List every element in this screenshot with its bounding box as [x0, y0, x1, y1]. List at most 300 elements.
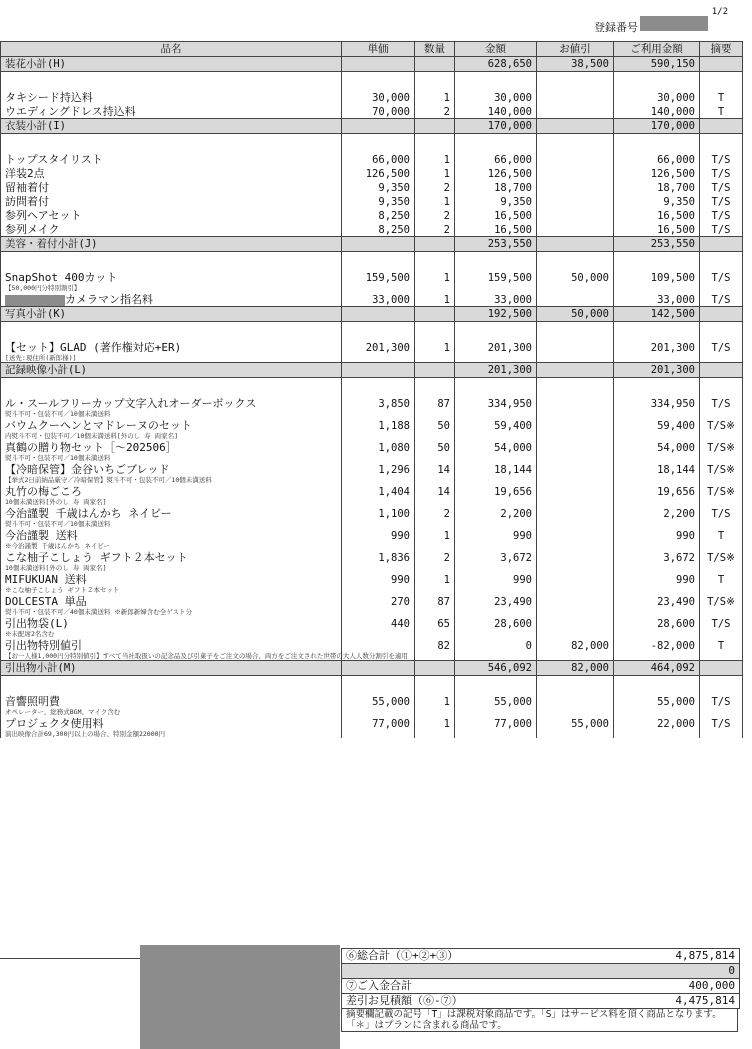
item-qty: 50	[415, 418, 455, 440]
item-remark: T/S	[700, 180, 743, 194]
item-name-cell	[1, 152, 342, 166]
item-total: 18,144	[614, 462, 700, 484]
spacer-cell	[700, 322, 743, 341]
subtotal-name: 装花小計(H)	[1, 57, 342, 72]
item-total: 990	[614, 572, 700, 594]
subtotal-qty	[415, 661, 455, 676]
item-price: 30,000	[342, 90, 415, 104]
item-name-cell	[1, 616, 342, 638]
grand-total-label: ⑥総合計（①+②+③）	[346, 949, 459, 962]
item-price: 70,000	[342, 104, 415, 119]
item-remark: T/S	[700, 694, 743, 716]
item-price: 9,350	[342, 180, 415, 194]
table-row	[1, 572, 743, 594]
item-qty: 1	[415, 152, 455, 166]
item-note: 内熨斗不可・包装不可／10個未満送料[外のし 寿 両家名]	[5, 432, 178, 440]
item-qty: 2	[415, 208, 455, 222]
table-row	[1, 292, 743, 307]
diff-total-row	[341, 993, 740, 1009]
item-remark: T/S※	[700, 550, 743, 572]
item-name: 引出物袋(L)	[5, 617, 69, 630]
item-amount: 16,500	[455, 222, 537, 237]
item-discount	[537, 90, 614, 104]
subtotal-qty	[415, 307, 455, 322]
spacer-cell	[455, 252, 537, 271]
item-discount	[537, 694, 614, 716]
item-discount	[537, 528, 614, 550]
item-note: 【50,000円分特別割引】	[5, 284, 81, 292]
item-name-cell	[1, 194, 342, 208]
item-total: 18,700	[614, 180, 700, 194]
item-name-cell	[1, 90, 342, 104]
item-total: -82,000	[614, 638, 700, 661]
table-row	[1, 462, 743, 484]
spacer-cell	[614, 322, 700, 341]
spacer-cell	[537, 676, 614, 695]
spacer-cell	[700, 252, 743, 271]
redacted-name	[5, 295, 65, 306]
item-note: オペレーター、総務式BGM、マイク含む	[5, 708, 121, 716]
item-name: カメラマン指名料	[65, 293, 153, 306]
item-qty: 1	[415, 90, 455, 104]
item-qty: 1	[415, 716, 455, 738]
blank-total-value: 0	[728, 964, 735, 977]
header-amount: 金額	[455, 42, 537, 57]
item-amount: 55,000	[455, 694, 537, 716]
table-row	[1, 180, 743, 194]
item-remark: T/S	[700, 194, 743, 208]
item-name: 真鶴の贈り物セット［～202506］	[5, 441, 177, 454]
item-total: 22,000	[614, 716, 700, 738]
item-amount: 59,400	[455, 418, 537, 440]
item-name-cell	[1, 716, 342, 738]
subtotal-name: 写真小計(K)	[1, 307, 342, 322]
item-remark: T	[700, 572, 743, 594]
item-remark: T/S	[700, 616, 743, 638]
spacer-row	[1, 322, 743, 341]
item-qty: 1	[415, 292, 455, 307]
item-qty: 1	[415, 572, 455, 594]
subtotal-discount: 82,000	[537, 661, 614, 676]
subtotal-amount: 170,000	[455, 119, 537, 134]
item-price: 1,100	[342, 506, 415, 528]
item-name: 今治謹製 千歳はんかち ネイビー	[5, 507, 172, 520]
item-note: 熨斗不可・包装不可／10個未満送料	[5, 520, 111, 528]
diff-label: 差引お見積額（⑥-⑦）	[346, 994, 463, 1007]
item-total: 109,500	[614, 270, 700, 292]
subtotal-amount: 201,300	[455, 363, 537, 378]
spacer-cell	[455, 676, 537, 695]
spacer-cell	[342, 252, 415, 271]
subtotal-remark	[700, 119, 743, 134]
subtotal-total: 142,500	[614, 307, 700, 322]
item-total: 59,400	[614, 418, 700, 440]
spacer-cell	[614, 72, 700, 91]
item-qty: 82	[415, 638, 455, 661]
spacer-cell	[700, 676, 743, 695]
item-remark: T/S※	[700, 594, 743, 616]
item-price: 126,500	[342, 166, 415, 180]
grand-total-value: 4,875,814	[675, 949, 735, 962]
item-discount	[537, 396, 614, 418]
item-total: 3,672	[614, 550, 700, 572]
item-qty: 1	[415, 270, 455, 292]
item-amount: 28,600	[455, 616, 537, 638]
item-price: 1,188	[342, 418, 415, 440]
item-amount: 18,700	[455, 180, 537, 194]
item-discount: 55,000	[537, 716, 614, 738]
item-discount	[537, 550, 614, 572]
header-remark: 摘要	[700, 42, 743, 57]
subtotal-total: 590,150	[614, 57, 700, 72]
subtotal-row	[1, 237, 743, 252]
spacer-cell	[415, 72, 455, 91]
spacer-cell	[614, 252, 700, 271]
spacer-cell	[342, 378, 415, 397]
subtotal-row	[1, 119, 743, 134]
item-discount	[537, 180, 614, 194]
item-remark: T	[700, 104, 743, 119]
item-discount	[537, 194, 614, 208]
subtotal-price	[342, 57, 415, 72]
item-name: SnapShot 400カット	[5, 271, 118, 284]
item-note: 【お一人様1,000円分特別値引】すべて当社取扱いの記念品及び引菓子をご注文の場合、両方をご注文された世帯の大人人数分割引を適用	[5, 652, 408, 660]
item-remark: T/S	[700, 506, 743, 528]
subtotal-discount: 38,500	[537, 57, 614, 72]
registration-number-redacted	[640, 16, 708, 31]
item-remark: T/S	[700, 716, 743, 738]
item-total: 990	[614, 528, 700, 550]
item-name-cell	[1, 550, 342, 572]
item-amount: 33,000	[455, 292, 537, 307]
item-amount: 140,000	[455, 104, 537, 119]
spacer-cell	[537, 72, 614, 91]
blank-total-row	[341, 963, 740, 979]
item-amount: 201,300	[455, 340, 537, 363]
item-name: バウムクーヘンとマドレーヌのセット	[5, 419, 192, 432]
item-name: トップスタイリスト	[5, 153, 103, 166]
item-total: 30,000	[614, 90, 700, 104]
table-row	[1, 222, 743, 237]
spacer-cell	[342, 72, 415, 91]
spacer-cell	[342, 322, 415, 341]
item-name: 引出物特別値引	[5, 639, 82, 652]
registration-label: 登録番号	[594, 21, 638, 34]
item-note: 10個未満送料[外のし 寿 両家名]	[5, 564, 107, 572]
item-note: 熨斗不可・包装不可／40個未満送料 ※新郎新婦含む全ゲスト分	[5, 608, 192, 616]
item-name: ウエディングドレス持込料	[5, 105, 136, 118]
header-item: 品名	[1, 42, 342, 57]
table-row	[1, 418, 743, 440]
subtotal-row	[1, 661, 743, 676]
table-row	[1, 594, 743, 616]
spacer-cell	[1, 676, 342, 695]
spacer-cell	[537, 378, 614, 397]
item-name: 留袖着付	[5, 181, 49, 194]
item-name-cell	[1, 166, 342, 180]
item-price: 201,300	[342, 340, 415, 363]
table-header	[1, 42, 743, 57]
item-price: 270	[342, 594, 415, 616]
spacer-cell	[700, 72, 743, 91]
spacer-row	[1, 134, 743, 153]
item-amount: 54,000	[455, 440, 537, 462]
table-row	[1, 716, 743, 738]
item-price: 55,000	[342, 694, 415, 716]
item-amount: 19,656	[455, 484, 537, 506]
item-amount: 18,144	[455, 462, 537, 484]
item-remark: T/S※	[700, 484, 743, 506]
table-row	[1, 396, 743, 418]
item-remark: T/S	[700, 340, 743, 363]
item-remark: T/S	[700, 152, 743, 166]
item-remark: T/S	[700, 270, 743, 292]
spacer-cell	[455, 322, 537, 341]
paid-total-row	[341, 978, 740, 994]
item-total: 201,300	[614, 340, 700, 363]
subtotal-qty	[415, 237, 455, 252]
item-total: 28,600	[614, 616, 700, 638]
item-name-cell	[1, 506, 342, 528]
item-name: ル・スールフリーカップ文字入れオーダーボックス	[5, 397, 257, 410]
item-remark: T/S	[700, 222, 743, 237]
item-total: 55,000	[614, 694, 700, 716]
table-row	[1, 484, 743, 506]
table-row	[1, 104, 743, 119]
item-amount: 66,000	[455, 152, 537, 166]
item-amount: 77,000	[455, 716, 537, 738]
subtotal-price	[342, 363, 415, 378]
item-name-cell	[1, 638, 408, 661]
item-name: MIFUKUAN 送料	[5, 573, 87, 586]
item-total: 19,656	[614, 484, 700, 506]
item-remark: T	[700, 638, 743, 661]
item-amount: 9,350	[455, 194, 537, 208]
subtotal-total: 201,300	[614, 363, 700, 378]
item-qty: 1	[415, 166, 455, 180]
item-qty: 2	[415, 550, 455, 572]
item-qty: 1	[415, 528, 455, 550]
subtotal-amount: 253,550	[455, 237, 537, 252]
item-name: 参列ヘアセット	[5, 209, 82, 222]
item-qty: 2	[415, 180, 455, 194]
item-discount	[537, 484, 614, 506]
item-name-cell	[1, 694, 342, 716]
item-qty: 1	[415, 194, 455, 208]
item-remark: T/S※	[700, 418, 743, 440]
paid-value: 400,000	[688, 979, 735, 992]
item-name: 洋装2点	[5, 167, 45, 180]
item-note: 熨斗不可・包装不可／10個未満送料	[5, 410, 111, 418]
table-row	[1, 208, 743, 222]
subtotal-qty	[415, 119, 455, 134]
item-discount	[537, 572, 614, 594]
item-price: 990	[342, 528, 415, 550]
subtotal-amount: 192,500	[455, 307, 537, 322]
item-remark: T	[700, 90, 743, 104]
subtotal-discount: 50,000	[537, 307, 614, 322]
item-price: 159,500	[342, 270, 415, 292]
item-qty: 1	[415, 340, 455, 363]
spacer-cell	[1, 378, 342, 397]
item-qty: 14	[415, 484, 455, 506]
estimate-table	[0, 41, 743, 738]
paid-label: ⑦ご入金合計	[346, 979, 412, 992]
item-amount: 990	[455, 572, 537, 594]
item-note: 熨斗不可・包装不可／10個未満送料	[5, 454, 111, 462]
item-name: 参列メイク	[5, 223, 60, 236]
subtotal-row	[1, 307, 743, 322]
item-discount	[537, 152, 614, 166]
spacer-cell	[1, 72, 342, 91]
item-remark: T/S	[700, 166, 743, 180]
item-amount: 3,672	[455, 550, 537, 572]
item-total: 2,200	[614, 506, 700, 528]
table-row	[1, 616, 743, 638]
item-price: 8,250	[342, 208, 415, 222]
spacer-cell	[455, 378, 537, 397]
item-amount: 334,950	[455, 396, 537, 418]
subtotal-remark	[700, 363, 743, 378]
table-row	[1, 194, 743, 208]
item-name: DOLCESTA 単品	[5, 595, 87, 608]
spacer-cell	[415, 322, 455, 341]
item-discount	[537, 462, 614, 484]
item-discount	[537, 292, 614, 307]
spacer-cell	[1, 134, 342, 153]
subtotal-qty	[415, 363, 455, 378]
stamp-area-redacted	[140, 945, 340, 1049]
item-qty: 1	[415, 694, 455, 716]
subtotal-row	[1, 57, 743, 72]
spacer-row	[1, 676, 743, 695]
item-price: 1,836	[342, 550, 415, 572]
item-note: 【挙式2日前納品厳守／冷暗保管】熨斗不可・包装不可／10個未満送料	[5, 476, 212, 484]
subtotal-price	[342, 307, 415, 322]
item-name: 今治謹製 送料	[5, 529, 78, 542]
item-total: 54,000	[614, 440, 700, 462]
subtotal-remark	[700, 661, 743, 676]
item-total: 334,950	[614, 396, 700, 418]
subtotal-name: 記録映像小計(L)	[1, 363, 342, 378]
diff-value: 4,475,814	[675, 994, 735, 1007]
item-name-cell	[1, 462, 342, 484]
item-name-cell	[1, 418, 342, 440]
spacer-row	[1, 378, 743, 397]
item-discount	[537, 340, 614, 363]
subtotal-total: 170,000	[614, 119, 700, 134]
item-name-cell	[1, 208, 342, 222]
item-name: 【冷暗保管】金谷いちごブレッド	[5, 463, 170, 476]
spacer-cell	[1, 252, 342, 271]
subtotal-amount: 628,650	[455, 57, 537, 72]
item-name: タキシード持込料	[5, 91, 93, 104]
item-discount	[537, 616, 614, 638]
item-name: こな柚子こしょう ギフト２本セット	[5, 551, 188, 564]
item-remark: T/S	[700, 396, 743, 418]
item-discount	[537, 506, 614, 528]
item-name-cell	[1, 104, 342, 119]
item-price: 1,080	[342, 440, 415, 462]
spacer-cell	[700, 378, 743, 397]
item-discount	[537, 104, 614, 119]
item-name-cell	[1, 594, 342, 616]
item-amount: 23,490	[455, 594, 537, 616]
spacer-cell	[342, 676, 415, 695]
item-note: ※こな柚子こしょう ギフト２本セット	[5, 586, 120, 594]
item-total: 140,000	[614, 104, 700, 119]
spacer-row	[1, 252, 743, 271]
table-row	[1, 638, 743, 661]
item-name-cell	[1, 340, 342, 363]
spacer-cell	[1, 322, 342, 341]
item-remark: T/S※	[700, 440, 743, 462]
item-discount	[537, 208, 614, 222]
spacer-cell	[537, 252, 614, 271]
item-qty: 87	[415, 594, 455, 616]
item-total: 66,000	[614, 152, 700, 166]
item-name-cell	[1, 440, 342, 462]
item-discount	[537, 440, 614, 462]
subtotal-discount	[537, 119, 614, 134]
item-discount	[537, 594, 614, 616]
spacer-cell	[700, 134, 743, 153]
item-discount: 50,000	[537, 270, 614, 292]
spacer-cell	[455, 72, 537, 91]
table-row	[1, 270, 743, 292]
item-amount: 159,500	[455, 270, 537, 292]
item-name-cell	[1, 270, 342, 292]
table-row	[1, 528, 743, 550]
item-price: 9,350	[342, 194, 415, 208]
table-body	[1, 57, 743, 739]
table-row	[1, 506, 743, 528]
spacer-cell	[342, 134, 415, 153]
subtotal-total: 253,550	[614, 237, 700, 252]
item-name-cell	[1, 572, 342, 594]
spacer-cell	[614, 378, 700, 397]
subtotal-remark	[700, 307, 743, 322]
subtotal-price	[342, 661, 415, 676]
item-amount: 2,200	[455, 506, 537, 528]
subtotal-amount: 546,092	[455, 661, 537, 676]
item-name-cell	[1, 292, 342, 307]
subtotal-discount	[537, 363, 614, 378]
spacer-cell	[415, 134, 455, 153]
item-discount	[537, 166, 614, 180]
item-qty: 50	[415, 440, 455, 462]
table-row	[1, 340, 743, 363]
subtotal-remark	[700, 237, 743, 252]
item-discount: 82,000	[537, 638, 614, 661]
item-note: ※今治謹製 千歳はんかち ネイビー	[5, 542, 110, 550]
spacer-cell	[614, 676, 700, 695]
item-qty: 87	[415, 396, 455, 418]
spacer-cell	[455, 134, 537, 153]
item-qty: 14	[415, 462, 455, 484]
item-name-cell	[1, 396, 342, 418]
item-qty: 65	[415, 616, 455, 638]
item-note: [送先:現住所(新郎様)]	[5, 354, 77, 362]
item-price: 1,296	[342, 462, 415, 484]
item-name: 訪問着付	[5, 195, 49, 208]
item-total: 16,500	[614, 208, 700, 222]
item-name-cell	[1, 222, 342, 237]
item-note: ※未配席2名含む	[5, 630, 55, 638]
item-amount: 126,500	[455, 166, 537, 180]
item-qty: 2	[415, 506, 455, 528]
item-name: 丸竹の梅ごころ	[5, 485, 82, 498]
